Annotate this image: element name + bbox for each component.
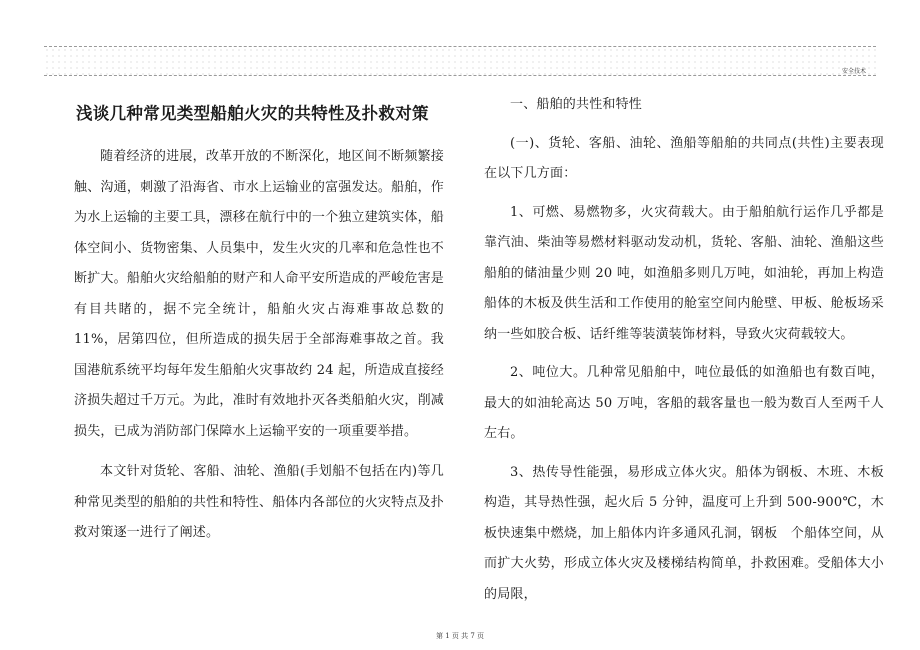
paragraph: 2、吨位大。几种常见船舶中，吨位最低的如渔船也有数百吨，最大的如油轮高达 50 万吨，客船的载客量也一般为数百人至两千人左右。	[484, 365, 884, 441]
paragraph: (一)、货轮、客船、油轮、渔船等船舶的共同点(共性)主要表现在以下几方面：	[484, 135, 884, 181]
paragraph: 随着经济的进展，改革开放的不断深化，地区间不断频繁接触、沟通，刺激了沿海省、市水上运输业的富强发达。船舶，作为水上运输的主要工具，漂移在航行中的一个独立建筑实体，船体空间小、货物密集、人员集中，发生火灾的几率和危急性也不断扩大。船舶火灾给船舶的财产和人命平安所造成的严峻危害是有目共睹的，据不完全统计，船舶火灾占海难事故总数的11%，居第四位，但所造成的损失居于全部海难事故之首。我国港航系统平均每年发生船舶火灾事故约 24 起，所造成直接经济损失超过千万元。为此，准时有效地扑灭各类船舶火灾，削减损失，已成为消防部门保障水上运输平安的一项重要举措。	[74, 149, 444, 439]
header-band	[44, 46, 876, 76]
document-title: 浅谈几种常见类型船舶火灾的共特性及扑救对策	[76, 104, 429, 123]
paragraph: 3、热传导性能强，易形成立体火灾。船体为钢板、木班、木板构造，其导热性强，起火后 5 分钟，温度可上升到 500-900℃，木板快速集中燃烧，加上船体内许多通风孔洞，钢板 个船体空间，从而扩大火势，形成立体火灾及楼梯结构简单，扑救困难。受船体大小的局限，	[484, 464, 884, 602]
section-heading: 一、船舶的共性和特性	[510, 97, 643, 112]
page-footer: 第 1 页 共 7 页	[435, 632, 485, 640]
left-column	[74, 90, 444, 549]
paragraph: 本文针对货轮、客船、油轮、渔船(手划船不包括在内)等几种常见类型的船舶的共性和特性、船体内各部位的火灾特点及扑救对策逐一进行了阐述。	[74, 464, 444, 540]
right-column	[484, 90, 884, 610]
paragraph: 1、可燃、易燃物多，火灾荷载大。由于船舶航行运作几乎都是靠汽油、柴油等易燃材料驱动发动机，货轮、客船、油轮、渔船这些船舶的储油量少则 20 吨，如渔船多则几万吨，如油轮，再加上构造船体的木板及供生活和工作使用的舱室空间内舱壁、甲板、舱板场采纳一些如胶合板、话纤维等装潢装饰材料，导致火灾荷载较大。	[484, 204, 884, 342]
header-tag: 安全技术	[841, 68, 866, 75]
